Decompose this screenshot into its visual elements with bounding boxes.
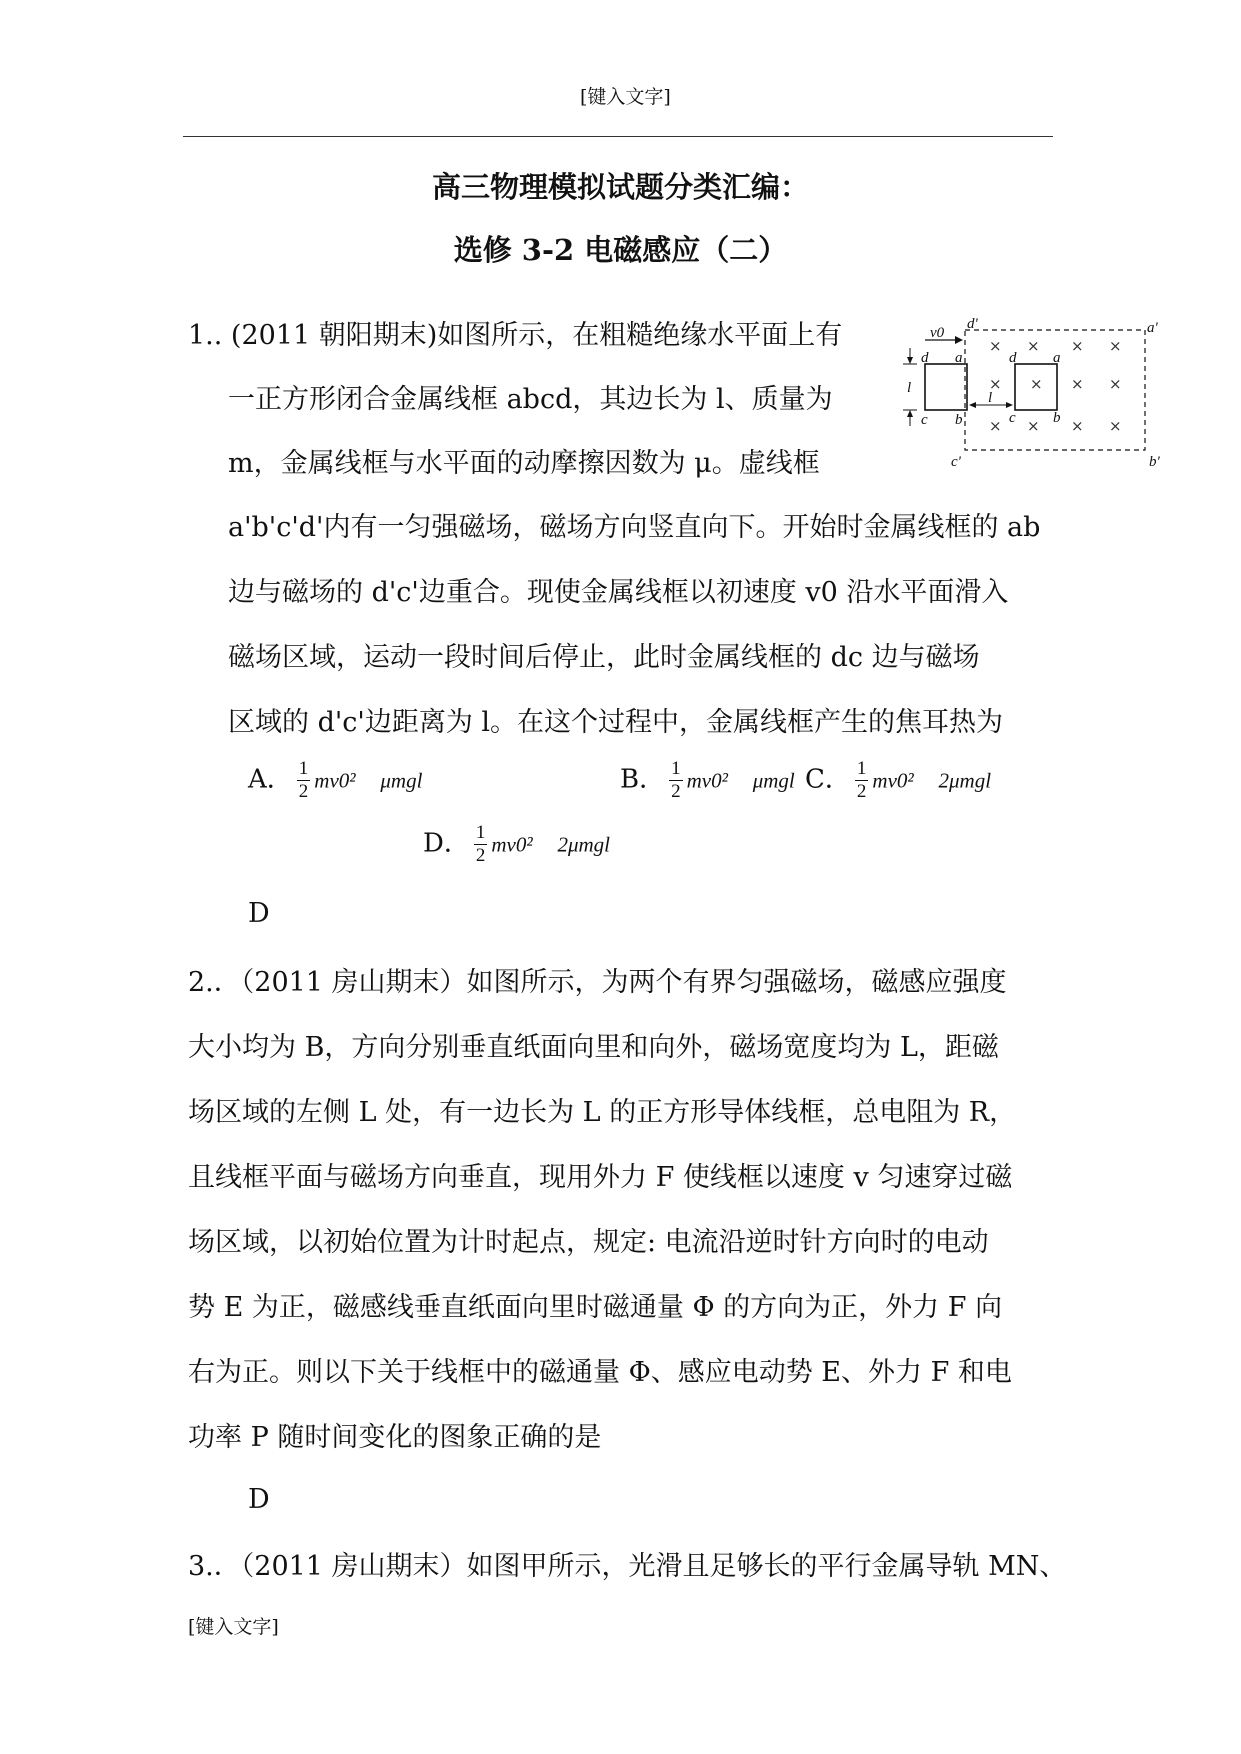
q2-line3: 场区域的左侧 L 处，有一边长为 L 的正方形导体线框，总电阻为 R， bbox=[188, 1097, 1017, 1128]
svg-text:c: c bbox=[1009, 410, 1016, 426]
q1-option-a: A． $\frac{1}{2}$ mv0² μmgl bbox=[248, 758, 423, 802]
q1-option-c: C． $\frac{1}{2}$ mv0² 2μmgl bbox=[805, 758, 992, 802]
svg-text:a: a bbox=[955, 350, 963, 366]
q1-option-d: D． $\frac{1}{2}$ mv0² 2μmgl bbox=[423, 822, 610, 866]
q1-line2: 一正方形闭合金属线框 abcd，其边长为 l、质量为 bbox=[228, 384, 833, 415]
svg-text:l: l bbox=[907, 380, 912, 396]
svg-text:×: × bbox=[1030, 375, 1043, 393]
fig-v0-label: v0 bbox=[930, 325, 945, 341]
q1-line5: 边与磁场的 d'c'边重合。现使金属线框以初速度 v0 沿水平面滑入 bbox=[228, 577, 1009, 608]
q1-option-b: B． $\frac{1}{2}$ mv0² μmgl bbox=[620, 758, 795, 802]
q2-line5: 场区域，以初始位置为计时起点，规定: 电流沿逆时针方向时的电动 bbox=[188, 1227, 989, 1258]
svg-text:b: b bbox=[1053, 410, 1061, 426]
svg-text:a: a bbox=[1053, 350, 1061, 366]
svg-text:×: × bbox=[989, 417, 1002, 435]
doc-title: 高三物理模拟试题分类汇编： bbox=[431, 170, 809, 204]
q1-answer: D bbox=[248, 898, 270, 929]
svg-text:c: c bbox=[921, 412, 928, 428]
svg-text:×: × bbox=[1071, 375, 1084, 393]
page-footer: [键入文字] bbox=[188, 1616, 279, 1638]
q1-line4: a'b'c'd'内有一匀强磁场，磁场方向竖直向下。开始时金属线框的 ab bbox=[228, 512, 1041, 543]
svg-text:×: × bbox=[989, 375, 1002, 393]
header-rule bbox=[183, 136, 1053, 137]
svg-text:d: d bbox=[921, 350, 929, 366]
svg-text:×: × bbox=[1027, 417, 1040, 435]
q1-line7: 区域的 d'c'边距离为 l。在这个过程中，金属线框产生的焦耳热为 bbox=[228, 707, 1004, 738]
page-header: [键入文字] bbox=[580, 86, 671, 108]
svg-text:d: d bbox=[1009, 350, 1017, 366]
q1-line6: 磁场区域，运动一段时间后停止，此时金属线框的 dc 边与磁场 bbox=[228, 642, 980, 673]
q1-line1: 1.. (2011 朝阳期末)如图所示，在粗糙绝缘水平面上有 bbox=[188, 320, 843, 351]
q2-line6: 势 E 为正，磁感线垂直纸面向里时磁通量 Φ 的方向为正，外力 F 向 bbox=[188, 1292, 1003, 1323]
svg-text:×: × bbox=[1071, 417, 1084, 435]
svg-text:×: × bbox=[1027, 337, 1040, 355]
q2-line4: 且线框平面与磁场方向垂直，现用外力 F 使线框以速度 v 匀速穿过磁 bbox=[188, 1162, 1013, 1193]
q2-answer: D bbox=[248, 1484, 270, 1515]
svg-text:c': c' bbox=[951, 454, 961, 468]
q2-line7: 右为正。则以下关于线框中的磁通量 Φ、感应电动势 E、外力 F 和电 bbox=[188, 1357, 1012, 1388]
doc-subtitle: 选修 3-2 电磁感应（二） bbox=[453, 233, 788, 267]
svg-text:b': b' bbox=[1149, 454, 1160, 468]
q2-line8: 功率 P 随时间变化的图象正确的是 bbox=[188, 1422, 602, 1453]
svg-text:l: l bbox=[988, 390, 993, 406]
q2-line2: 大小均为 B，方向分别垂直纸面向里和向外，磁场宽度均为 L，距磁 bbox=[188, 1032, 999, 1063]
svg-text:×: × bbox=[1109, 337, 1122, 355]
q3-line1: 3.．（2011 房山期末）如图甲所示，光滑且足够长的平行金属导轨 MN、 bbox=[188, 1551, 1067, 1582]
frame-initial bbox=[925, 364, 967, 410]
svg-text:×: × bbox=[1109, 417, 1122, 435]
svg-text:×: × bbox=[1109, 375, 1122, 393]
svg-text:d': d' bbox=[967, 318, 978, 332]
q1-magnetic-field-figure bbox=[885, 318, 1175, 468]
q1-line3: m，金属线框与水平面的动摩擦因数为 μ。虚线框 bbox=[228, 448, 820, 479]
svg-text:a': a' bbox=[1147, 320, 1158, 336]
svg-text:×: × bbox=[1071, 337, 1084, 355]
q2-line1: 2.．（2011 房山期末）如图所示，为两个有界匀强磁场，磁感应强度 bbox=[188, 967, 1007, 998]
svg-text:×: × bbox=[989, 337, 1002, 355]
svg-text:b: b bbox=[955, 412, 963, 428]
